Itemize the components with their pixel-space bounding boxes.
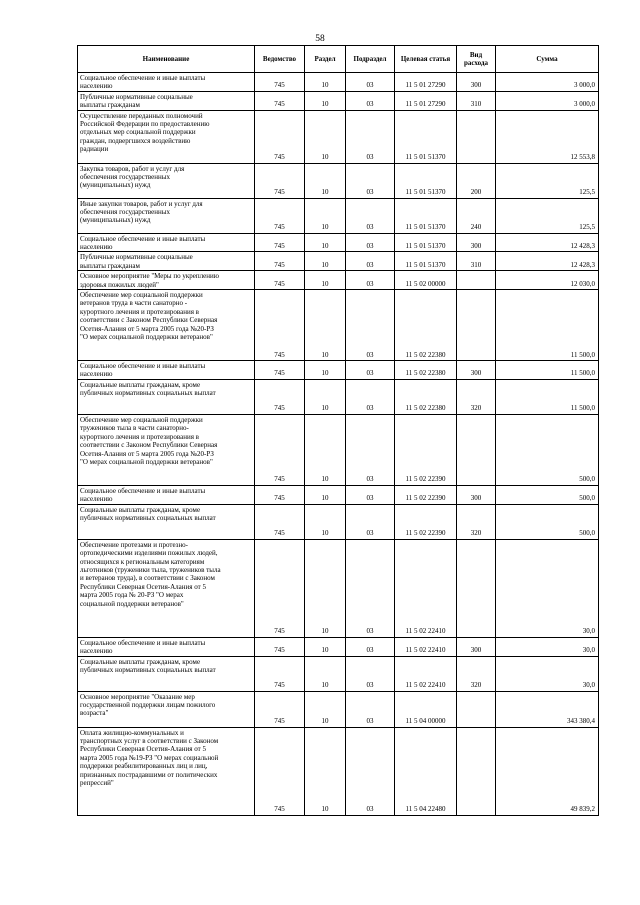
cell-target: 11 5 04 22480 (395, 727, 457, 815)
cell-sum: 500,0 (496, 485, 599, 504)
cell-expense: 300 (457, 73, 496, 92)
table-row (78, 656, 599, 691)
cell-section: 10 (305, 539, 346, 637)
cell-section: 10 (305, 110, 346, 163)
cell-name: Иные закупки товаров, работ и услуг для обеспечения государственных (муниципальных) нужд (78, 198, 255, 233)
cell-name: Социальное обеспечение и иные выплаты населению (78, 233, 255, 252)
cell-target: 11 5 02 22390 (395, 414, 457, 485)
cell-subsection: 03 (346, 198, 395, 233)
table-row (78, 727, 599, 815)
cell-section: 10 (305, 361, 346, 380)
cell-sum: 3 000,0 (496, 73, 599, 92)
cell-name: Осуществление переданных полномочий Российской Федерации по предоставлению отдельных мер социальной поддержки граждан, подвергшихся воздействию радиации (78, 110, 255, 163)
table-row (78, 233, 599, 252)
cell-expense (457, 539, 496, 637)
cell-target: 11 5 02 22410 (395, 539, 457, 637)
table-row (78, 271, 599, 290)
table-row (78, 252, 599, 271)
cell-expense: 240 (457, 198, 496, 233)
cell-section: 10 (305, 637, 346, 656)
cell-expense (457, 110, 496, 163)
cell-section: 10 (305, 414, 346, 485)
table-row (78, 637, 599, 656)
cell-expense (457, 290, 496, 361)
cell-sum: 30,0 (496, 539, 599, 637)
cell-subsection: 03 (346, 504, 395, 539)
cell-section: 10 (305, 290, 346, 361)
cell-name: Социальные выплаты гражданам, кроме публичных нормативных социальных выплат (78, 379, 255, 414)
cell-dept: 745 (255, 414, 305, 485)
cell-target: 11 5 01 51370 (395, 198, 457, 233)
cell-name: Оплата жилищно-коммунальных и транспортных услуг в соответствии с Законом Республики Северная Осетия-Алания от 5 марта 2005 года №19-РЗ "О мерах социальной поддержки реабилитированных лиц и лиц, признанных пострадавшими от политических репрессий" (78, 727, 255, 815)
cell-target: 11 5 02 22410 (395, 637, 457, 656)
cell-subsection: 03 (346, 691, 395, 727)
cell-expense: 300 (457, 233, 496, 252)
cell-section: 10 (305, 163, 346, 198)
cell-target: 11 5 01 27290 (395, 73, 457, 92)
cell-expense: 310 (457, 252, 496, 271)
cell-name: Социальные выплаты гражданам, кроме публичных нормативных социальных выплат (78, 504, 255, 539)
cell-dept: 745 (255, 539, 305, 637)
cell-subsection: 03 (346, 271, 395, 290)
table-row (78, 163, 599, 198)
cell-sum: 30,0 (496, 656, 599, 691)
cell-expense (457, 727, 496, 815)
cell-dept: 745 (255, 379, 305, 414)
cell-section: 10 (305, 73, 346, 92)
cell-subsection: 03 (346, 539, 395, 637)
cell-dept: 745 (255, 91, 305, 110)
cell-section: 10 (305, 656, 346, 691)
cell-sum: 11 500,0 (496, 361, 599, 380)
cell-subsection: 03 (346, 163, 395, 198)
cell-name: Публичные нормативные социальные выплаты гражданам (78, 91, 255, 110)
cell-name: Закупка товаров, работ и услуг для обеспечения государственных (муниципальных) нужд (78, 163, 255, 198)
cell-subsection: 03 (346, 73, 395, 92)
cell-name: Обеспечение мер социальной поддержки ветеранов труда в части санаторно - курортного лечения и протезирования в соответствии с Законом Республики Северная Осетия-Алания от 5 марта 2005 года №20-РЗ "О мерах социальной поддержки ветеранов" (78, 290, 255, 361)
table-row (78, 290, 599, 361)
page-number: 58 (315, 34, 325, 44)
cell-sum: 12 428,3 (496, 252, 599, 271)
cell-target: 11 5 02 22380 (395, 361, 457, 380)
table-row (78, 361, 599, 380)
cell-dept: 745 (255, 656, 305, 691)
cell-section: 10 (305, 233, 346, 252)
header-section: Раздел (305, 46, 346, 73)
cell-section: 10 (305, 504, 346, 539)
cell-subsection: 03 (346, 252, 395, 271)
cell-sum: 125,5 (496, 198, 599, 233)
table-row (78, 110, 599, 163)
cell-subsection: 03 (346, 110, 395, 163)
cell-expense (457, 691, 496, 727)
cell-dept: 745 (255, 691, 305, 727)
cell-dept: 745 (255, 727, 305, 815)
table-row (78, 379, 599, 414)
cell-subsection: 03 (346, 637, 395, 656)
cell-dept: 745 (255, 110, 305, 163)
header-dept: Ведомство (255, 46, 305, 73)
cell-dept: 745 (255, 271, 305, 290)
cell-target: 11 5 01 51370 (395, 252, 457, 271)
cell-target: 11 5 02 22380 (395, 379, 457, 414)
cell-name: Основное мероприятие "Оказание мер государственной поддержки лицам пожилого возраста" (78, 691, 255, 727)
cell-target: 11 5 01 27290 (395, 91, 457, 110)
cell-subsection: 03 (346, 485, 395, 504)
cell-sum: 500,0 (496, 504, 599, 539)
cell-sum: 11 500,0 (496, 290, 599, 361)
cell-target: 11 5 01 51370 (395, 233, 457, 252)
cell-section: 10 (305, 252, 346, 271)
table-body (78, 73, 599, 816)
cell-expense (457, 271, 496, 290)
cell-dept: 745 (255, 252, 305, 271)
cell-dept: 745 (255, 163, 305, 198)
cell-name: Социальные выплаты гражданам, кроме публичных нормативных социальных выплат (78, 656, 255, 691)
cell-expense (457, 414, 496, 485)
cell-name: Обеспечение мер социальной поддержки тружеников тыла в части санаторно- курортного лечения и протезирования в соответствии с Законом Республики Северная Осетия-Алания от 5 марта 2005 года №20-РЗ "О мерах социальной поддержки ветеранов" (78, 414, 255, 485)
cell-subsection: 03 (346, 414, 395, 485)
cell-sum: 11 500,0 (496, 379, 599, 414)
cell-target: 11 5 02 22390 (395, 485, 457, 504)
cell-target: 11 5 01 51370 (395, 110, 457, 163)
cell-sum: 12 428,3 (496, 233, 599, 252)
cell-section: 10 (305, 727, 346, 815)
cell-expense: 310 (457, 91, 496, 110)
cell-section: 10 (305, 379, 346, 414)
cell-target: 11 5 02 22380 (395, 290, 457, 361)
table-row (78, 504, 599, 539)
cell-name: Социальное обеспечение и иные выплаты населению (78, 485, 255, 504)
budget-table (77, 45, 599, 816)
header-target: Целевая статья (395, 46, 457, 73)
cell-target: 11 5 01 51370 (395, 163, 457, 198)
cell-expense: 300 (457, 485, 496, 504)
table-header-row (78, 46, 599, 73)
table-row (78, 691, 599, 727)
header-subsection: Подраздел (346, 46, 395, 73)
table-row (78, 414, 599, 485)
cell-target: 11 5 02 22390 (395, 504, 457, 539)
cell-expense: 320 (457, 379, 496, 414)
cell-dept: 745 (255, 485, 305, 504)
cell-sum: 125,5 (496, 163, 599, 198)
cell-section: 10 (305, 271, 346, 290)
cell-section: 10 (305, 91, 346, 110)
cell-dept: 745 (255, 637, 305, 656)
header-name: Наименование (78, 46, 255, 73)
cell-section: 10 (305, 485, 346, 504)
table-row (78, 91, 599, 110)
cell-subsection: 03 (346, 379, 395, 414)
cell-dept: 745 (255, 73, 305, 92)
cell-subsection: 03 (346, 91, 395, 110)
table-row (78, 485, 599, 504)
cell-name: Социальное обеспечение и иные выплаты населению (78, 73, 255, 92)
cell-subsection: 03 (346, 727, 395, 815)
table-row (78, 539, 599, 637)
cell-name: Публичные нормативные социальные выплаты гражданам (78, 252, 255, 271)
cell-subsection: 03 (346, 656, 395, 691)
cell-section: 10 (305, 691, 346, 727)
cell-name: Социальное обеспечение и иные выплаты населению (78, 361, 255, 380)
cell-sum: 3 000,0 (496, 91, 599, 110)
cell-expense: 300 (457, 361, 496, 380)
cell-sum: 500,0 (496, 414, 599, 485)
cell-target: 11 5 02 22410 (395, 656, 457, 691)
cell-sum: 12 030,0 (496, 271, 599, 290)
cell-expense: 300 (457, 637, 496, 656)
cell-sum: 343 380,4 (496, 691, 599, 727)
header-sum: Сумма (496, 46, 599, 73)
cell-name: Социальное обеспечение и иные выплаты населению (78, 637, 255, 656)
cell-subsection: 03 (346, 233, 395, 252)
header-expense: Вид расхода (457, 46, 496, 73)
cell-expense: 320 (457, 504, 496, 539)
cell-target: 11 5 02 00000 (395, 271, 457, 290)
cell-sum: 30,0 (496, 637, 599, 656)
cell-target: 11 5 04 00000 (395, 691, 457, 727)
cell-subsection: 03 (346, 361, 395, 380)
cell-expense: 200 (457, 163, 496, 198)
table-row (78, 73, 599, 92)
cell-sum: 49 839,2 (496, 727, 599, 815)
cell-name: Основное мероприятие "Меры по укреплению здоровья пожилых людей" (78, 271, 255, 290)
cell-dept: 745 (255, 290, 305, 361)
cell-dept: 745 (255, 198, 305, 233)
cell-dept: 745 (255, 233, 305, 252)
cell-dept: 745 (255, 504, 305, 539)
cell-section: 10 (305, 198, 346, 233)
table-row (78, 198, 599, 233)
cell-sum: 12 553,8 (496, 110, 599, 163)
cell-subsection: 03 (346, 290, 395, 361)
cell-expense: 320 (457, 656, 496, 691)
cell-dept: 745 (255, 361, 305, 380)
cell-name: Обеспечение протезами и протезно- ортопедическими изделиями пожилых людей, относящихся к региональным категориям льготников (труженики тыла, тружеников тыла и ветеранов труда), в соответствии с Законом Республики Северная Осетия-Алания от 5 марта 2005 года № 20-РЗ "О мерах социальной поддержки ветеранов" (78, 539, 255, 637)
